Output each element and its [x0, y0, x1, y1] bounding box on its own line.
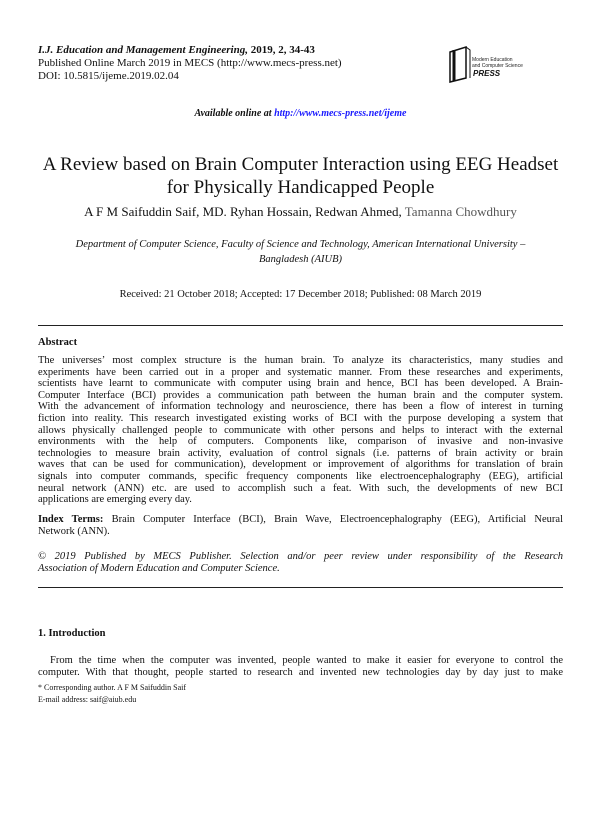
author-name-last: Tamanna Chowdhury [404, 204, 517, 219]
abstract-line: technologies to measure brain activity, evaluation of control signals (i.e. patterns of brain activity or brain [38, 447, 563, 459]
affiliation-line: Bangladesh (AIUB) [258, 254, 343, 265]
journal-link[interactable]: http://www.mecs-press.net/ijeme [274, 108, 407, 119]
abstract-line: neural network (ANN) etc. are used to accomplish such a feat. With such, the developments of new BCI [38, 482, 563, 494]
paper-title [20, 153, 581, 199]
index-terms-text: Brain Computer Interface (BCI), Brain Wave, Electroencephalography (EEG), Artificial Neural [103, 514, 563, 525]
copyright-line: © 2019 Published by MECS Publisher. Selection and/or peer review under responsibility of the Research [38, 551, 563, 562]
index-terms-text: Network (ANN). [38, 526, 110, 538]
introduction-heading: 1. Introduction [38, 628, 106, 639]
svg-text:PRESS: PRESS [473, 69, 501, 78]
index-terms-label: Index Terms: [38, 514, 104, 525]
divider [38, 587, 563, 588]
published-online: Published Online March 2019 in MECS (http://www.mecs-press.net) [38, 57, 342, 69]
copyright [38, 551, 563, 575]
footnote [38, 682, 186, 706]
author-names: A F M Saifuddin Saif, MD. Ryhan Hossain, Redwan Ahmed, [84, 204, 405, 219]
abstract-line: fiction into reality. This research investigated existing works of BCI with the purpose developing a system that [38, 412, 563, 424]
mecs-press-logo [446, 44, 526, 84]
abstract-line: waves that can be used for communication), development or improvement of algorithms for translation of brain [38, 459, 563, 471]
copyright-line: Association of Modern Education and Computer Science. [38, 563, 280, 575]
abstract-line: experiments have been carried out in a proper and systematic manner. From these researches and experiments, [38, 366, 563, 378]
abstract-line: Computer Interface (BCI) provides a communication path between the human brain and the computer system. [38, 389, 563, 401]
abstract-line: With the advancement of information technology and neuroscience, there has been a flow of interest in turning [38, 401, 563, 413]
abstract-line: The universes’ most complex structure is the human brain. To analyze its characteristics, many studies and [38, 355, 563, 366]
svg-text:and Computer Science: and Computer Science [472, 63, 523, 69]
abstract-body [38, 355, 563, 506]
abstract-line: applications are emerging every day. [38, 494, 192, 506]
abstract-line: scientists have learnt to communicate with computer using brain and hence, BCI has been developed. A Brain- [38, 378, 563, 390]
abstract-line: signals into computer commands, specific frequency components like electroencephalography (EEG), artificial [38, 470, 563, 482]
title-line: for Physically Handicapped People [166, 177, 435, 198]
text-line: computer. With that thought, people started to research and invented new technologies day by day just to make [38, 667, 563, 679]
affiliation [40, 237, 561, 267]
journal-header [38, 44, 342, 83]
authors [0, 204, 601, 220]
journal-name: I.J. Education and Management Engineering, [38, 44, 248, 56]
available-label: Available online at [194, 108, 275, 119]
abstract-heading: Abstract [38, 337, 78, 348]
affiliation-line: Department of Computer Science, Faculty of Science and Technology, American International University – [75, 239, 526, 250]
title-line: A Review based on Brain Computer Interaction using EEG Headset [42, 154, 559, 175]
publication-dates: Received: 21 October 2018; Accepted: 17 December 2018; Published: 08 March 2019 [119, 289, 482, 300]
journal-issue: 2019, 2, 34-43 [250, 44, 315, 56]
abstract-line: environments with the help of computers. Components like, comparison of invasive and non-invasive [38, 436, 563, 448]
svg-text:Modern Education: Modern Education [472, 57, 513, 63]
author-email: E-mail address: saif@aiub.edu [38, 695, 137, 704]
divider [38, 325, 563, 326]
corresponding-author: * Corresponding author. A F M Saifuddin Saif [38, 683, 186, 692]
available-online [0, 108, 601, 119]
doi: DOI: 10.5815/ijeme.2019.02.04 [38, 70, 179, 82]
index-terms [38, 514, 563, 538]
text-line: From the time when the computer was invented, people wanted to make it easier for everyone to control the [50, 655, 563, 666]
introduction-body [38, 655, 563, 679]
abstract-line: allows physically challenged people to communicate with other persons and helps to interact with the external [38, 424, 563, 436]
